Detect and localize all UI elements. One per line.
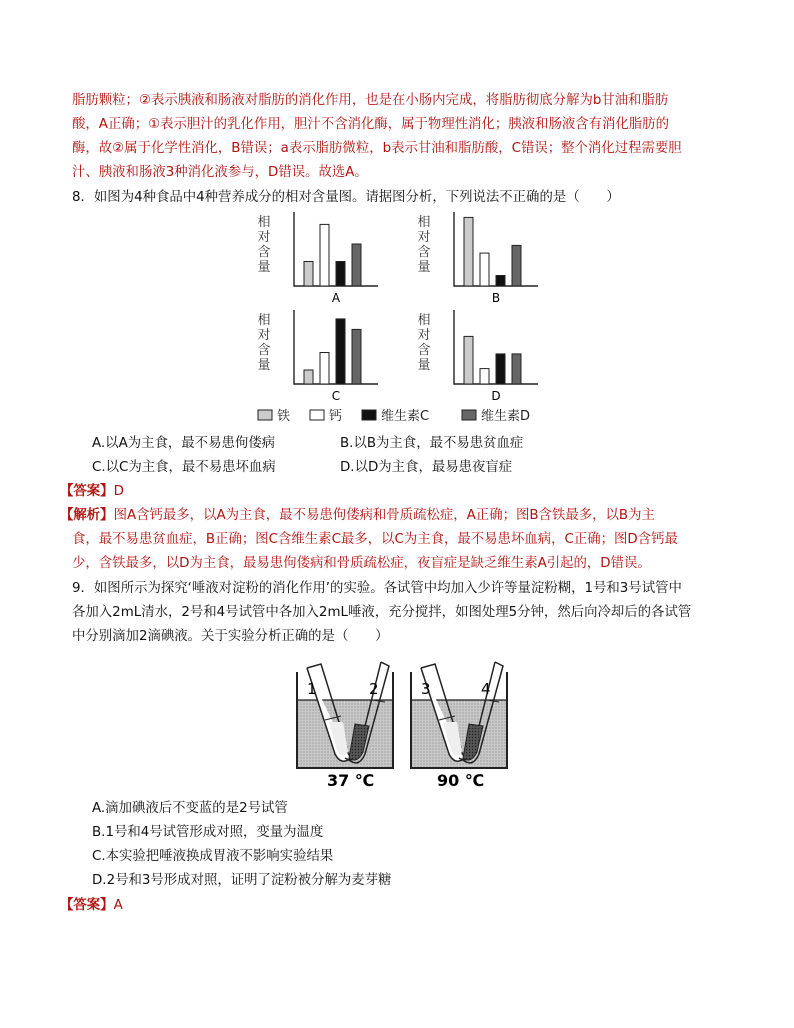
answer-9 xyxy=(60,897,123,915)
chart-panel-C xyxy=(257,310,378,403)
nutrient-bar-charts xyxy=(250,210,550,428)
analysis-line: 酸，A正确；①表示胆汁的乳化作用，胆汁不含消化酶，属于物理性消化；胰液和肠液含有消化脂肪的 xyxy=(72,117,669,132)
bar-C-钙 xyxy=(320,353,329,385)
y-axis-label-char: 量 xyxy=(417,358,431,373)
analysis-line: 汁、胰液和肠液3种消化液参与，D错误。故选A。 xyxy=(72,165,368,180)
y-axis-label-char: 对 xyxy=(257,230,271,245)
answer-tag: 【答案】 xyxy=(60,484,114,499)
y-axis-label-char: 量 xyxy=(257,260,271,275)
y-axis-label-char: 对 xyxy=(257,328,271,343)
analysis-line: 脂肪颗粒；②表示胰液和肠液对脂肪的消化作用，也是在小肠内完成，将脂肪彻底分解为b甘油和脂肪 xyxy=(72,93,669,108)
y-axis-label-char: 量 xyxy=(417,260,431,275)
analysis-tag: 【解析】 xyxy=(60,508,114,523)
tube-label-3: 3 xyxy=(421,680,431,698)
temp-label-37: 37 ℃ xyxy=(327,771,375,790)
y-axis-label-char: 相 xyxy=(417,313,431,328)
bar-B-铁 xyxy=(464,217,473,286)
bar-D-铁 xyxy=(464,336,473,384)
legend-label: 维生素C xyxy=(381,409,430,424)
y-axis-label-char: 量 xyxy=(257,358,271,373)
option-d: D.以D为主食，最易患夜盲症 xyxy=(340,460,513,475)
panel-label: C xyxy=(331,389,341,403)
answer-value: D xyxy=(113,484,124,499)
legend-swatch xyxy=(258,410,272,420)
legend-label: 维生素D xyxy=(481,409,531,424)
question-9-stem: 各加入2mL清水，2号和4号试管中各加入2mL唾液，充分搅拌，如图处理5分钟，然后向冷却后的各试管 xyxy=(72,605,692,620)
analysis-8-line: 食，最不易患贫血症，B正确；图C含维生素C最多，以C为主食，最不易患坏血病，C正确；图D含钙最 xyxy=(72,532,678,547)
bar-A-维生素C xyxy=(336,262,345,287)
bar-D-维生素D xyxy=(512,354,521,384)
y-axis-label-char: 对 xyxy=(417,328,431,343)
bar-C-维生素D xyxy=(352,329,361,384)
analysis-line: 酶，故②属于化学性消化，B错误；a表示脂肪微粒，b表示甘油和脂肪酸，C错误；整个消化过程需要胆 xyxy=(72,141,682,156)
y-axis-label-char: 含 xyxy=(417,343,431,358)
analysis-8-line: 少，含铁最多，以D为主食，最易患佝偻病和骨质疏松症，夜盲症是缺乏维生素A引起的，D错误。 xyxy=(72,556,651,571)
answer-value: A xyxy=(113,898,123,913)
answer-8 xyxy=(60,483,124,501)
option-b: B.以B为主食，最不易患贫血症 xyxy=(340,436,524,451)
panel-label: D xyxy=(491,389,501,403)
chart-panel-D xyxy=(417,310,538,403)
q9-option-d: D.2号和3号形成对照，证明了淀粉被分解为麦芽糖 xyxy=(92,873,392,888)
bar-A-铁 xyxy=(304,262,313,287)
chart-panel-B xyxy=(417,212,538,305)
q9-option-c: C.本实验把唾液换成胃液不影响实验结果 xyxy=(92,849,334,864)
y-axis-label-char: 对 xyxy=(417,230,431,245)
temp-label-90: 90 ℃ xyxy=(437,771,485,790)
chart-panel-A xyxy=(257,212,378,305)
analysis-8-line xyxy=(60,507,655,525)
question-8-stem: 8．如图为4种食品中4种营养成分的相对含量图。请据图分析，下列说法不正确的是（ ） xyxy=(72,190,620,205)
tube-label-1: 1 xyxy=(307,680,317,698)
beaker-90 xyxy=(411,662,507,790)
bar-A-维生素D xyxy=(352,244,361,286)
y-axis-label-char: 相 xyxy=(257,215,271,230)
bar-C-铁 xyxy=(304,370,313,384)
panel-label: B xyxy=(491,291,501,305)
legend-swatch xyxy=(310,410,324,420)
y-axis-label-char: 含 xyxy=(417,245,431,260)
y-axis-label-char: 相 xyxy=(257,313,271,328)
analysis-text: 图A含钙最多，以A为主食，最不易患佝偻病和骨质疏松症，A正确；图B含铁最多，以B为主 xyxy=(113,508,655,523)
answer-tag: 【答案】 xyxy=(60,898,114,913)
bar-D-钙 xyxy=(480,369,489,384)
tube-label-4: 4 xyxy=(481,680,491,698)
legend-label: 钙 xyxy=(329,409,343,424)
legend-swatch xyxy=(362,410,376,420)
bar-B-维生素C xyxy=(496,276,505,287)
question-9-stem: 中分别滴加2滴碘液。关于实验分析正确的是（ ） xyxy=(72,629,389,644)
bar-B-钙 xyxy=(480,253,489,286)
y-axis-label-char: 相 xyxy=(417,215,431,230)
bar-D-维生素C xyxy=(496,354,505,384)
q9-option-b: B.1号和4号试管形成对照，变量为温度 xyxy=(92,825,324,840)
option-c: C.以C为主食，最不易患坏血病 xyxy=(92,460,276,475)
tube-label-2: 2 xyxy=(369,680,379,698)
beaker-37 xyxy=(297,662,393,790)
bar-A-钙 xyxy=(320,224,329,286)
y-axis-label-char: 含 xyxy=(257,343,271,358)
panel-label: A xyxy=(331,291,341,305)
question-9-stem: 9．如图所示为探究‘唾液对淀粉的消化作用’的实验。各试管中均加入少许等量淀粉糊，1号和3号试管中 xyxy=(72,581,682,596)
bar-C-维生素C xyxy=(336,319,345,384)
legend-label: 铁 xyxy=(277,409,291,424)
option-a: A.以A为主食，最不易患佝偻病 xyxy=(92,436,276,451)
legend-swatch xyxy=(462,410,476,420)
q9-option-a: A.滴加碘液后不变蓝的是2号试管 xyxy=(92,801,288,816)
test-tube-figure xyxy=(285,652,525,792)
y-axis-label-char: 含 xyxy=(257,245,271,260)
bar-B-维生素D xyxy=(512,245,521,286)
